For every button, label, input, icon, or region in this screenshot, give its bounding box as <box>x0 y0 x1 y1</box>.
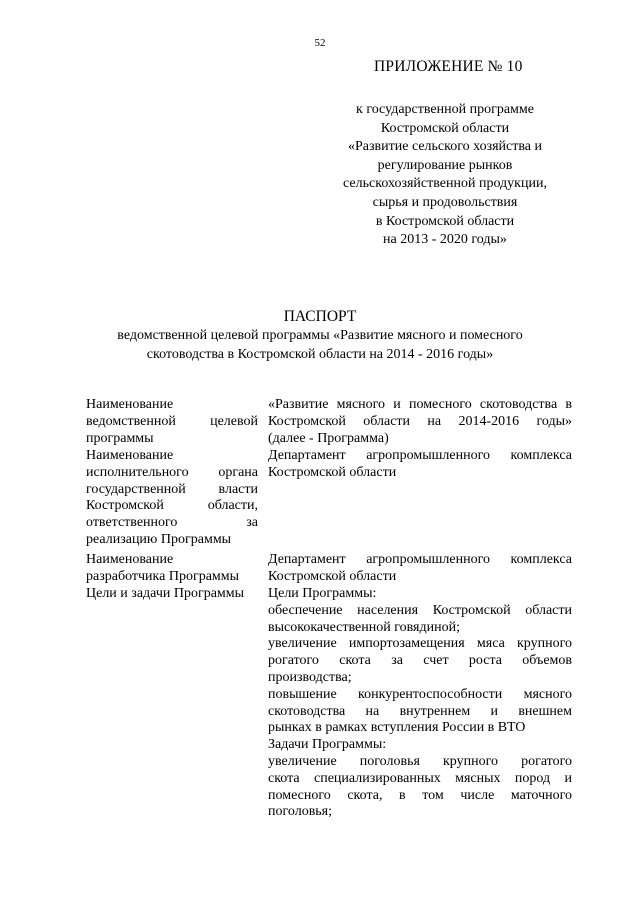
value-line: Костромской области на 2014-2016 годы» <box>268 413 572 429</box>
value-line: Костромской области <box>268 464 397 480</box>
label-line: разработчика Программы <box>86 568 240 584</box>
reference-line: Костромской области <box>380 120 510 136</box>
page-number: 52 <box>314 37 326 49</box>
label-line: государственной власти <box>86 481 258 497</box>
reference-line: сельскохозяйственной продукции, <box>343 176 547 192</box>
label-line: ответственного за <box>86 515 258 531</box>
subtitle-line: ведомственной целевой программы «Развитие мясного и помесного <box>117 328 523 343</box>
value-line: Цели Программы: <box>268 586 377 601</box>
row2-label <box>86 448 258 549</box>
value-line: производства; <box>268 669 352 685</box>
reference-line: регулирование рынков <box>377 157 513 173</box>
reference-line: в Костромской области <box>375 213 515 229</box>
value-line: обеспечение населения Костромской области <box>268 602 572 618</box>
passport-subtitle <box>80 326 560 364</box>
reference-line: к государственной программе <box>356 102 534 117</box>
label-line: реализацию Программы <box>86 531 232 547</box>
label-line: Цели и задачи Программы <box>86 586 245 601</box>
value-line: скотоводства на внутреннем и внешнем <box>268 703 572 719</box>
value-line: поголовья; <box>268 804 333 820</box>
label-line: исполнительного органа <box>86 464 258 480</box>
value-line: рогатого скота за счет роста объемов <box>268 653 572 669</box>
value-line: «Развитие мясного и помесного скотоводства в <box>268 397 572 412</box>
value-line: рынках в рамках вступления России в ВТО <box>268 720 526 736</box>
value-line: увеличение импортозамещения мяса крупного <box>268 636 572 652</box>
reference-line: на 2013 - 2020 годы» <box>383 232 507 248</box>
label-line: Наименование <box>86 397 174 412</box>
row3-label <box>86 552 258 586</box>
row1-label <box>86 397 258 447</box>
value-line: помесного скота, в том числе маточного <box>268 787 572 803</box>
appendix-title: ПРИЛОЖЕНИЕ № 10 <box>374 58 523 75</box>
label-line: Наименование <box>86 448 174 463</box>
label-line: программы <box>86 430 154 446</box>
label-line: Наименование <box>86 552 174 567</box>
value-line: повышение конкурентоспособности мясного <box>268 686 572 702</box>
value-line: Задачи Программы: <box>268 737 387 753</box>
subtitle-line: скотоводства в Костромской области на 2014 - 2016 годы» <box>146 347 494 362</box>
row3-value <box>268 552 572 586</box>
passport-title: ПАСПОРТ <box>283 308 357 325</box>
label-line: Костромской области, <box>86 498 258 514</box>
value-line: скота специализированных мясных пород и <box>268 770 572 786</box>
label-line: ведомственной целевой <box>86 413 258 429</box>
value-line: увеличение поголовья крупного рогатого <box>268 753 572 769</box>
row1-value <box>268 397 572 447</box>
value-line: Костромской области <box>268 568 397 584</box>
row4-label <box>86 586 258 603</box>
value-line: Департамент агропромышленного комплекса <box>268 552 572 567</box>
row4-value <box>268 586 572 821</box>
row2-value <box>268 448 572 482</box>
value-line: (далее - Программа) <box>268 430 389 446</box>
appendix-program-reference <box>313 101 577 250</box>
reference-line: сырья и продовольствия <box>372 194 518 210</box>
value-line: Департамент агропромышленного комплекса <box>268 448 572 463</box>
value-line: высококачественной говядиной; <box>268 619 460 635</box>
reference-line: «Развитие сельского хозяйства и <box>347 139 543 155</box>
